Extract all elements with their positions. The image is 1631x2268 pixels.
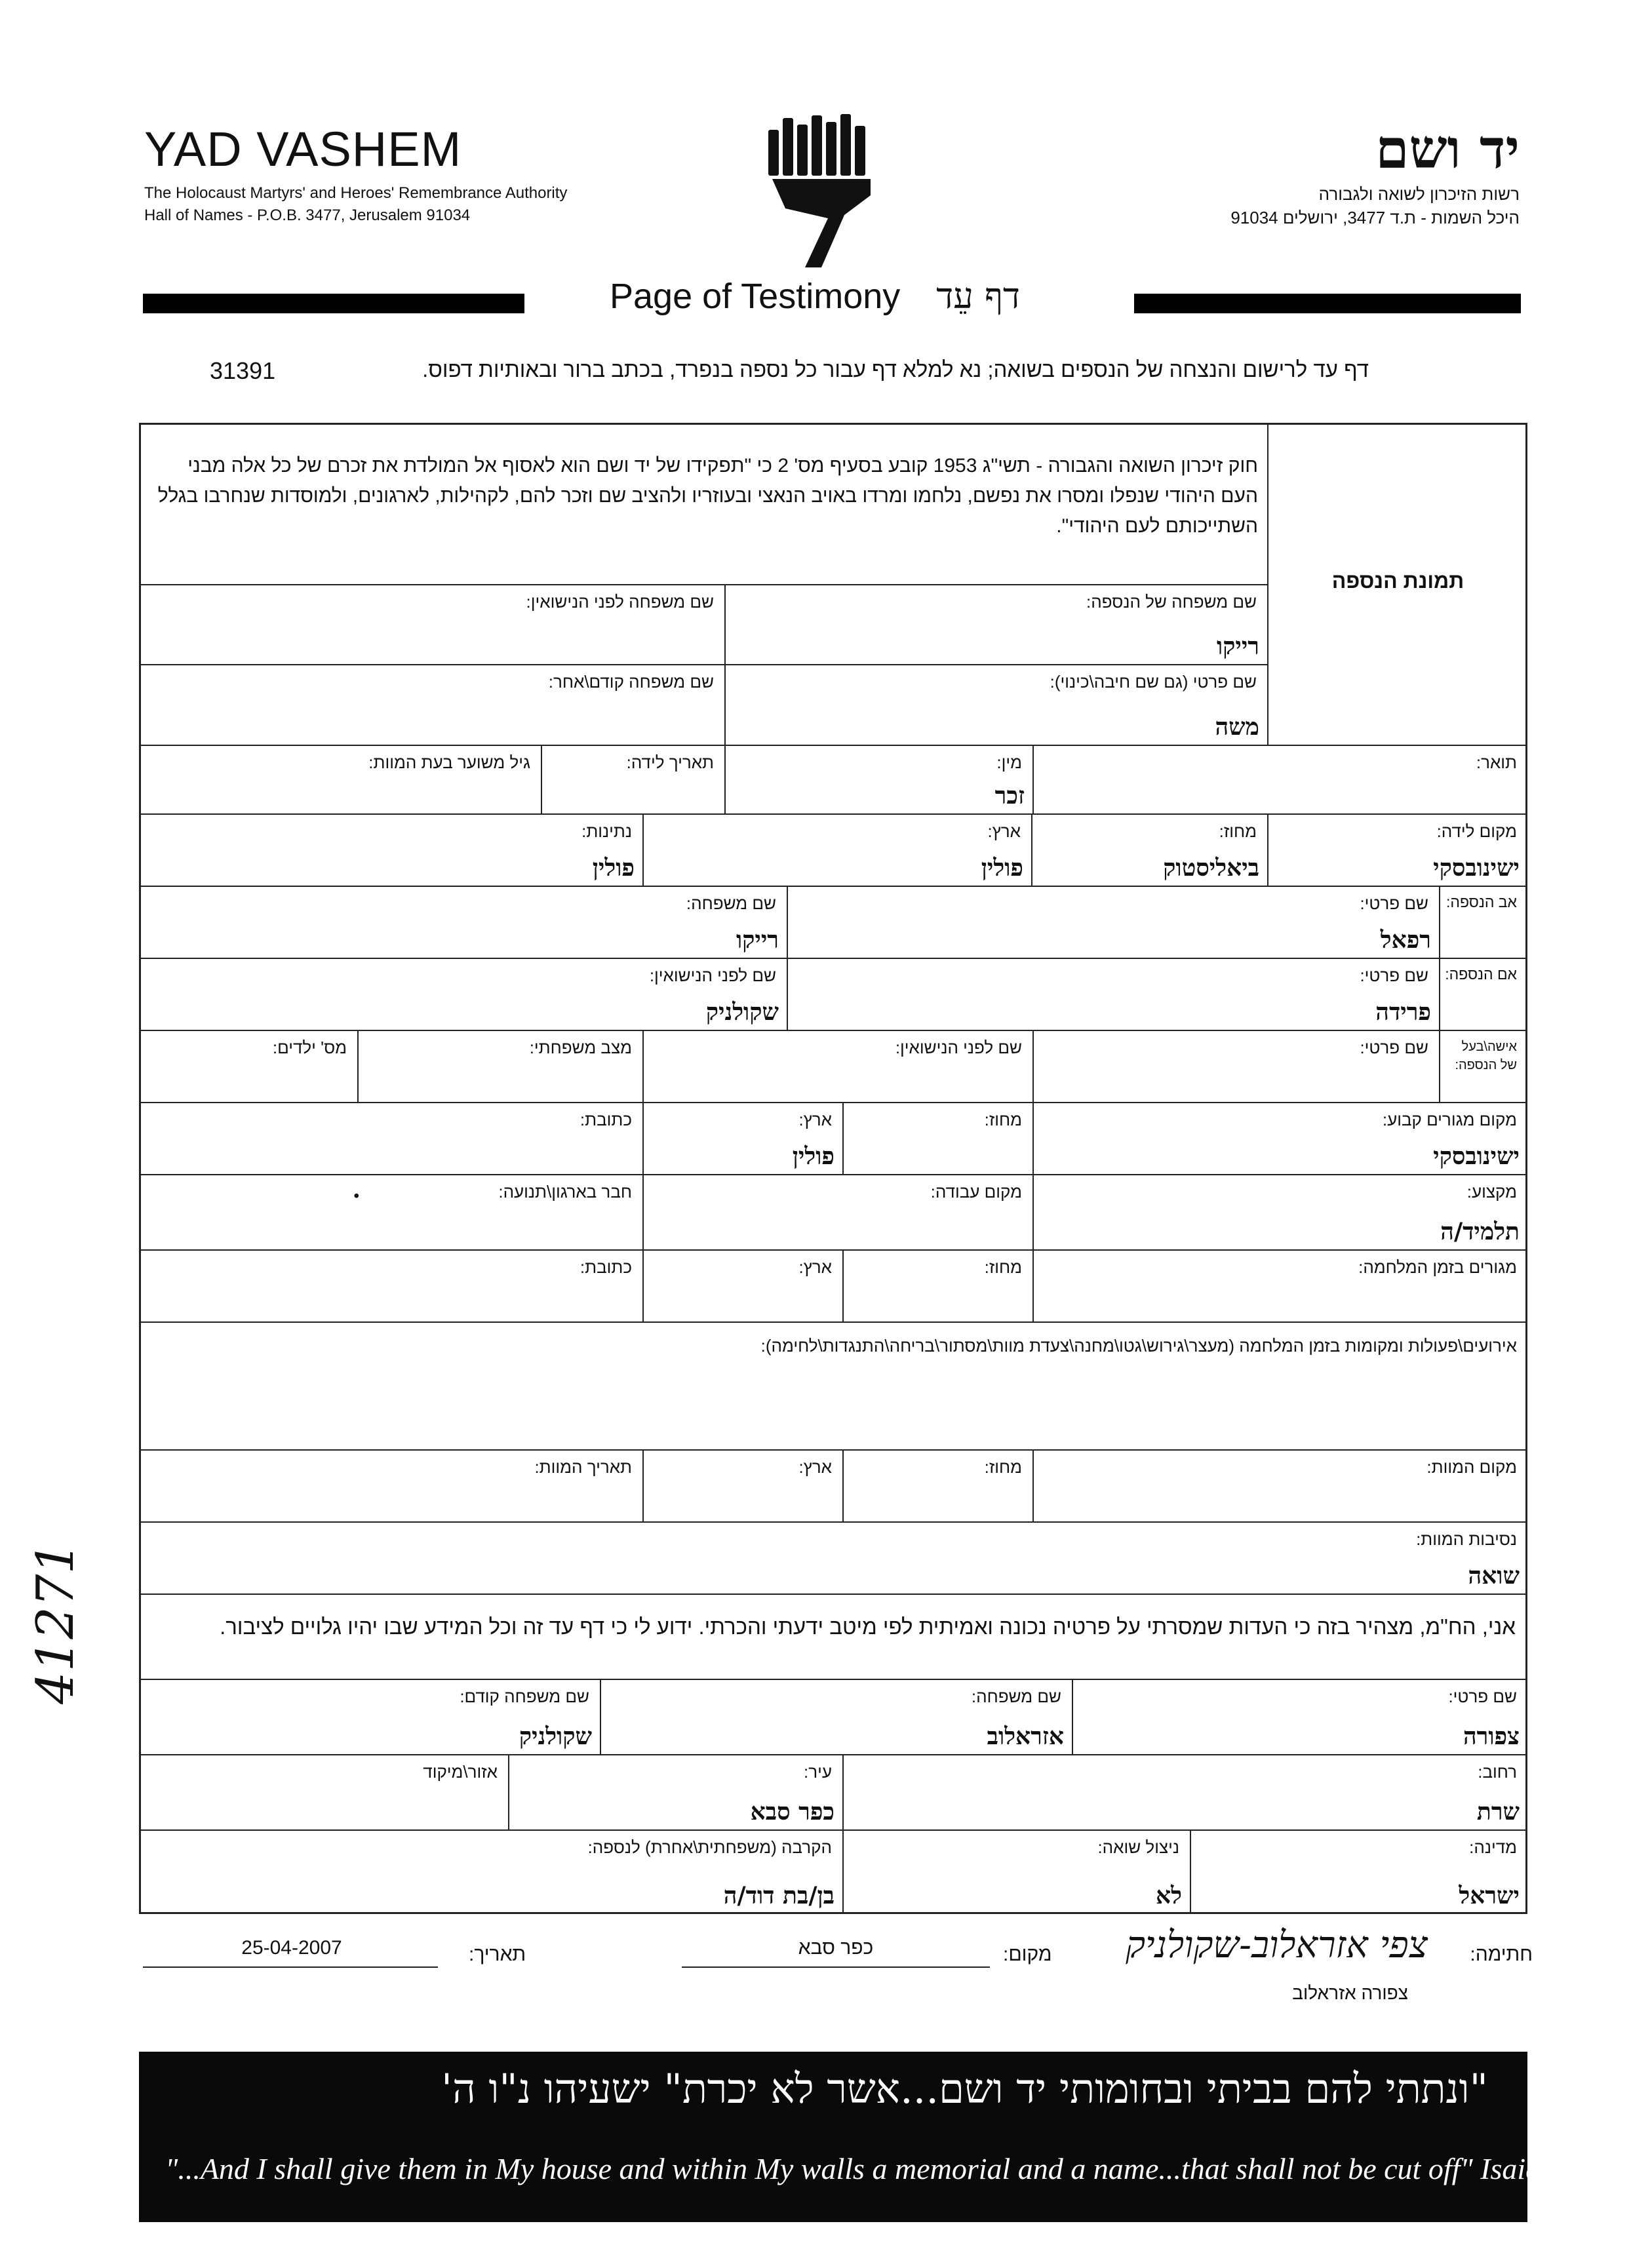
witness-prev-last-label: שם משפחה קודם: xyxy=(460,1687,589,1706)
witness-first-name-field[interactable] xyxy=(1072,1680,1527,1755)
org-member-label: חבר בארגון\תנועה: xyxy=(498,1182,632,1202)
death-circ-label: נסיבות המוות: xyxy=(1416,1529,1517,1549)
witness-zip-label: אזור\מיקוד xyxy=(423,1762,498,1782)
perm-residence-value: ישינובסקי xyxy=(1433,1143,1520,1170)
war-district-label: מחוז: xyxy=(984,1257,1022,1277)
gender-field[interactable] xyxy=(724,746,1032,815)
witness-street-label: רחוב: xyxy=(1478,1762,1517,1782)
page-title-en: Page of Testimony xyxy=(610,277,901,316)
death-district-label: מחוז: xyxy=(984,1457,1022,1477)
he-org-subtitle xyxy=(1230,182,1520,229)
birth-district-field[interactable] xyxy=(1032,815,1268,887)
father-label: אב הנספה: xyxy=(1446,893,1517,910)
spouse-row-label xyxy=(1439,1031,1527,1103)
form-instructions: דף עד לרישום והנצחה של הנספים בשואה; נא למלא דף עבור כל נספה בנפרד, בכתב ברור ובאותיות דפוס. xyxy=(422,357,1369,381)
age-at-death-label: גיל משוער בעת המוות: xyxy=(368,753,530,772)
witness-last-value: אזראלוב xyxy=(987,1723,1064,1750)
witness-prev-last-name-field[interactable] xyxy=(141,1680,600,1755)
footer-hebrew-quote: "ונתתי להם בביתי ובחומותי יד ושם...אשר לא יכרת" ישעיהו נ"ו ה' xyxy=(441,2065,1488,2113)
testimony-form xyxy=(139,423,1527,1914)
last-name-value: רייקו xyxy=(1216,633,1259,660)
war-events-label: אירועים\פעולות ומקומות בזמן המלחמה (מעצר\גירוש\גטו\מחנה\צעדת מוות\מסתור\בריחה\התנגדות\לחימה): xyxy=(760,1336,1517,1356)
gender-value: זכר xyxy=(994,782,1025,810)
footer-banner xyxy=(139,2052,1619,2222)
signature-label: חתימה: xyxy=(1470,1944,1533,1965)
death-place-field[interactable] xyxy=(1032,1451,1527,1523)
he-org-line2: היכל השמות - ת.ד 3477, ירושלים 91034 xyxy=(1230,208,1520,227)
mother-maiden-name-field[interactable] xyxy=(141,959,787,1031)
nationality-label: נתינות: xyxy=(581,821,632,841)
title-bar-left xyxy=(143,294,524,313)
father-last-label: שם משפחה: xyxy=(686,893,776,913)
witness-country-value: ישראל xyxy=(1459,1882,1520,1909)
place-value: כפר סבא xyxy=(798,1937,874,1959)
date-label: תאריך: xyxy=(469,1944,526,1965)
victim-photo-box[interactable] xyxy=(1268,425,1527,746)
mother-maiden-value: שקולניק xyxy=(705,998,779,1026)
nationality-field[interactable] xyxy=(141,815,642,887)
first-name-value: משה xyxy=(1215,713,1259,741)
death-date-field[interactable] xyxy=(141,1451,642,1523)
witness-country-field[interactable] xyxy=(1190,1831,1527,1913)
prev-last-name-field[interactable] xyxy=(141,665,724,746)
spouse-maiden-label: שם לפני הנישואין: xyxy=(895,1038,1022,1057)
signature-handwritten: צפי אזראלוב-שקולניק xyxy=(1126,1924,1428,1966)
birth-country-field[interactable] xyxy=(642,815,1032,887)
witness-survivor-value: לא xyxy=(1156,1882,1182,1909)
en-org-line1: The Holocaust Martyrs' and Heroes' Remembrance Authority xyxy=(144,184,568,202)
witness-relation-label: הקרבה (משפחתית\אחרת) לנספה: xyxy=(587,1837,832,1857)
birth-country-label: ארץ: xyxy=(987,821,1021,841)
witness-city-value: כפר סבא xyxy=(750,1798,835,1826)
en-org-title: YAD VASHEM xyxy=(144,122,462,176)
mother-label: אם הנספה: xyxy=(1445,966,1517,983)
witness-prev-last-value: שקולניק xyxy=(519,1723,592,1750)
date-value: 25-04-2007 xyxy=(241,1937,342,1959)
he-org-title: יד ושם xyxy=(1375,118,1520,181)
declaration-box xyxy=(141,1595,1527,1680)
perm-residence-label: מקום מגורים קבוע: xyxy=(1382,1110,1517,1129)
death-country-field[interactable] xyxy=(642,1451,842,1523)
nationality-value: פולין xyxy=(592,854,635,882)
birth-place-label: מקום לידה: xyxy=(1436,821,1517,841)
mother-first-value: פרידה xyxy=(1375,998,1431,1026)
spouse-first-label: שם פרטי: xyxy=(1360,1038,1428,1057)
witness-city-field[interactable] xyxy=(508,1755,842,1831)
birth-place-value: ישינובסקי xyxy=(1433,854,1520,882)
place-label: מקום: xyxy=(1003,1944,1052,1965)
witness-relation-field[interactable] xyxy=(141,1831,842,1913)
first-name-label: שם פרטי (גם שם חיבה\כינוי): xyxy=(1050,672,1257,692)
he-org-line1: רשות הזיכרון לשואה ולגבורה xyxy=(1318,184,1520,204)
perm-country-label: ארץ: xyxy=(798,1110,832,1129)
num-children-label: מס' ילדים: xyxy=(272,1038,347,1057)
page-title xyxy=(610,275,1020,317)
maiden-name-label: שם משפחה לפני הנישואין: xyxy=(526,592,714,612)
war-address-field[interactable] xyxy=(141,1251,642,1323)
witness-first-value: צפורה xyxy=(1463,1723,1520,1750)
spouse-label: אישה\בעל של הנספה: xyxy=(1455,1040,1517,1072)
birth-district-value: ביאליסטוק xyxy=(1163,854,1259,882)
age-at-death-field[interactable] xyxy=(141,746,541,815)
war-address-label: כתובת: xyxy=(580,1257,632,1277)
birth-place-field[interactable] xyxy=(1268,815,1527,887)
perm-district-field[interactable] xyxy=(842,1103,1032,1175)
father-last-name-field[interactable] xyxy=(141,887,787,959)
witness-city-label: עיר: xyxy=(804,1762,832,1782)
profession-field[interactable] xyxy=(1032,1175,1527,1251)
law-text-box xyxy=(141,425,1268,585)
witness-street-field[interactable] xyxy=(842,1755,1527,1831)
workplace-field[interactable] xyxy=(642,1175,1032,1251)
perm-district-label: מחוז: xyxy=(984,1110,1022,1129)
last-name-field[interactable] xyxy=(724,585,1268,665)
death-circ-value: שואה xyxy=(1468,1562,1520,1590)
witness-first-label: שם פרטי: xyxy=(1448,1687,1517,1706)
death-circumstances-field[interactable] xyxy=(141,1523,1527,1595)
witness-country-label: מדינה: xyxy=(1469,1837,1517,1857)
war-residence-field[interactable] xyxy=(1032,1251,1527,1323)
en-org-subtitle xyxy=(144,182,567,227)
mother-first-name-field[interactable] xyxy=(787,959,1439,1031)
perm-country-field[interactable] xyxy=(642,1103,842,1175)
title-field[interactable] xyxy=(1032,746,1527,815)
date-underline xyxy=(143,1966,438,1968)
death-district-field[interactable] xyxy=(842,1451,1032,1523)
maiden-name-field[interactable] xyxy=(141,585,724,665)
footer-english-quote: "...And I shall give them in My house and within My walls a memorial and a name...that shall not be cut off" Isaiah 56:5 xyxy=(165,2152,1619,2185)
perm-address-label: כתובת: xyxy=(580,1110,632,1129)
marital-status-field[interactable] xyxy=(357,1031,642,1103)
profession-value: תלמיד/ה xyxy=(1440,1218,1520,1245)
perm-address-field[interactable] xyxy=(141,1103,642,1175)
father-first-value: רפאל xyxy=(1380,926,1431,954)
yad-vashem-logo-icon xyxy=(766,110,877,274)
title-bar-right xyxy=(1134,294,1521,313)
father-row-label xyxy=(1439,887,1527,959)
witness-relation-value: בן/בת דוד/ה xyxy=(723,1882,835,1909)
mother-row-label xyxy=(1439,959,1527,1031)
photo-label: תמונת הנספה xyxy=(1331,569,1464,593)
signature-printed-name: צפורה אזראלוב xyxy=(1292,1983,1408,2003)
war-country-label: ארץ: xyxy=(798,1257,832,1277)
witness-survivor-label: ניצול שואה: xyxy=(1097,1837,1179,1857)
perm-country-value: פולין xyxy=(792,1143,835,1170)
permanent-residence-field[interactable] xyxy=(1032,1103,1527,1175)
war-country-field[interactable] xyxy=(642,1251,842,1323)
birth-country-value: פולין xyxy=(981,854,1023,882)
document-number: 31391 xyxy=(210,357,276,384)
spouse-maiden-name-field[interactable] xyxy=(642,1031,1032,1103)
witness-survivor-field[interactable] xyxy=(842,1831,1190,1913)
en-org-line2: Hall of Names - P.O.B. 3477, Jerusalem 91034 xyxy=(144,206,471,224)
death-country-label: ארץ: xyxy=(798,1457,832,1477)
prev-last-name-label: שם משפחה קודם\אחר: xyxy=(548,672,714,692)
org-member-value: · xyxy=(352,1183,361,1210)
gender-label: מין: xyxy=(996,753,1022,772)
title-label: תואר: xyxy=(1476,753,1517,772)
birth-date-label: תאריך לידה: xyxy=(626,753,714,772)
margin-handwritten-number: 41271 xyxy=(26,1541,85,1704)
law-text: חוק זיכרון השואה והגבורה - תשי"ג 1953 קובע בסעיף מס' 2 כי "תפקידו של יד ושם הוא לאסוף אל המולדת את זכרם של כל אלה מבני העם היהודי שנפלו ומסרו את נפשם, נלחמו ומרדו באויב הנאצי ובעוזריו ולהציב שם וזכר להם, לקהילות, לארגונים, ולמוסדות שנחרבו בגלל השתייכותם לעם היהודי". xyxy=(157,455,1258,537)
witness-zip-field[interactable] xyxy=(141,1755,508,1831)
birth-district-label: מחוז: xyxy=(1219,821,1257,841)
profession-label: מקצוע: xyxy=(1466,1182,1517,1202)
mother-first-label: שם פרטי: xyxy=(1360,966,1428,985)
declaration-text: אני, הח"מ, מצהיר בזה כי העדות שמסרתי על פרטיה נכונה ואמיתית לפי מיטב ידעתי והכרתי. ידוע לי כי דף עד זה וכל המידע שבו יהיו גלויים לציבור. xyxy=(220,1614,1516,1639)
war-residence-label: מגורים בזמן המלחמה: xyxy=(1358,1257,1517,1277)
war-district-field[interactable] xyxy=(842,1251,1032,1323)
page-title-he: דף עֵד xyxy=(936,275,1020,317)
mother-maiden-label: שם לפני הנישואין: xyxy=(649,966,776,985)
death-date-label: תאריך המוות: xyxy=(534,1457,632,1477)
marital-status-label: מצב משפחתי: xyxy=(529,1038,632,1057)
death-place-label: מקום המוות: xyxy=(1426,1457,1517,1477)
father-first-name-field[interactable] xyxy=(787,887,1439,959)
org-member-field[interactable] xyxy=(141,1175,642,1251)
birth-date-field[interactable] xyxy=(541,746,724,815)
place-underline xyxy=(682,1966,990,1968)
workplace-label: מקום עבודה: xyxy=(930,1182,1022,1202)
witness-last-label: שם משפחה: xyxy=(971,1687,1061,1706)
spouse-first-name-field[interactable] xyxy=(1032,1031,1439,1103)
war-events-field[interactable] xyxy=(141,1323,1527,1451)
last-name-label: שם משפחה של הנספה: xyxy=(1086,592,1257,612)
father-last-value: רייקו xyxy=(736,926,779,954)
witness-street-value: שרת xyxy=(1476,1798,1520,1826)
witness-last-name-field[interactable] xyxy=(600,1680,1072,1755)
first-name-field[interactable] xyxy=(724,665,1268,746)
num-children-field[interactable] xyxy=(141,1031,357,1103)
father-first-label: שם פרטי: xyxy=(1360,893,1428,913)
